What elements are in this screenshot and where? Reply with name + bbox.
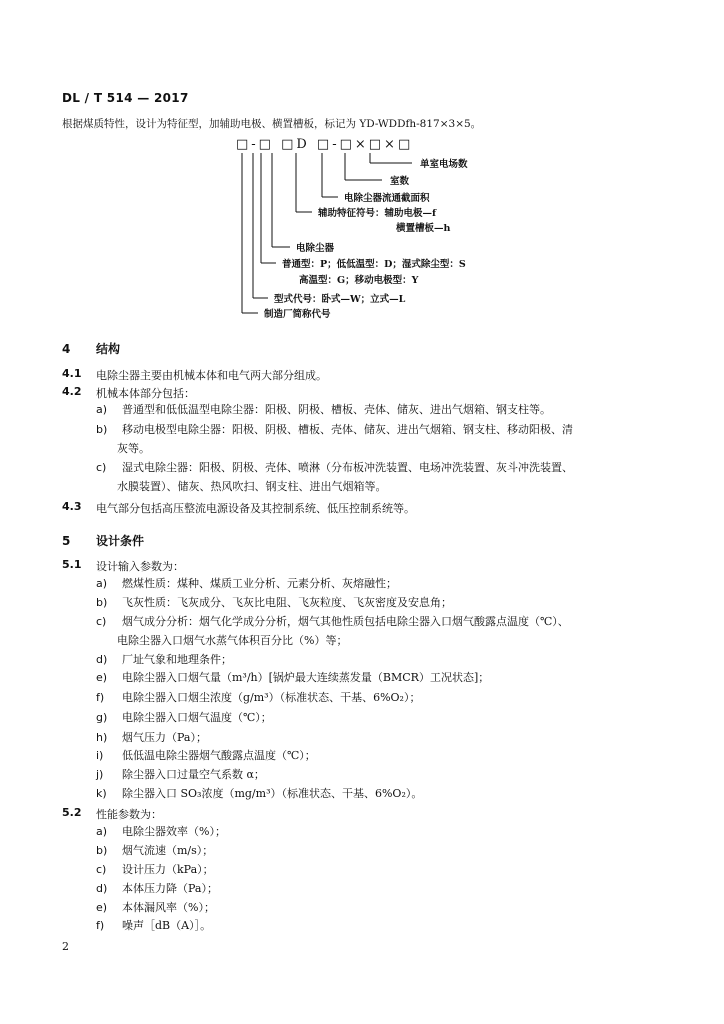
list-item: e) 本体漏风率（%）；	[96, 901, 215, 914]
clause-4-3-text: 电气部分包括高压整流电源设备及其控制系统、低压控制系统等。	[96, 502, 415, 515]
label-type-code-1: 普通型：P；低低温型：D；湿式除尘型：S	[282, 259, 466, 270]
list-item: c) 烟气成分分析：烟气化学成分分析，烟气其他性质包括电除尘器入口烟气酸露点温度（℃）、	[96, 615, 569, 628]
list-item: b) 飞灰性质：飞灰成分、飞灰比电阻、飞灰粒度、飞灰密度及安息角；	[96, 596, 452, 609]
list-item: e) 电除尘器入口烟气量（m³/h）[锅炉最大连续蒸发量（BMCR）工况状态]；	[96, 671, 490, 684]
clause-5-2-number: 5.2	[62, 806, 82, 819]
label-flow-area: 电除尘器流通截面积	[344, 193, 430, 204]
clause-4-2-text: 机械本体部分包括：	[96, 387, 195, 400]
list-item: g) 电除尘器入口烟气温度（℃）；	[96, 711, 272, 724]
label-aux-symbol-2: 横置槽板—h	[396, 223, 451, 234]
label-form-code: 型式代号：卧式—W；立式—L	[274, 294, 406, 305]
list-item: f) 电除尘器入口烟尘浓度（g/m³）（标准状态、干基、6%O₂）；	[96, 691, 421, 704]
section-4-heading: 4 结构	[62, 342, 121, 356]
list-item: k) 除尘器入口 SO₃浓度（mg/m³）（标准状态、干基、6%O₂）。	[96, 787, 423, 800]
list-item: d) 本体压力降（Pa）；	[96, 882, 218, 895]
label-aux-symbol: 辅助特征符号：辅助电极—f	[318, 208, 437, 219]
label-chamber-count: 室数	[390, 176, 410, 187]
clause-4-3-number: 4.3	[62, 500, 82, 513]
list-item-continuation: 灰等。	[117, 442, 150, 455]
clause-4-1-number: 4.1	[62, 367, 82, 380]
section-5-heading: 5 设计条件	[62, 534, 145, 548]
intro-paragraph: 根据煤质特性，设计为特征型，加辅助电极、横置槽板，标记为 YD-WDDfh-817×3×5。	[62, 118, 482, 130]
list-item: f) 噪声［dB（A）］。	[96, 919, 212, 932]
standard-header: DL / T 514 — 2017	[62, 91, 189, 105]
model-code-pattern: □-□ □D □-□×□×□	[236, 137, 414, 152]
label-chamber-field-count: 单室电场数	[420, 159, 468, 170]
list-item: b) 烟气流速（m/s）；	[96, 844, 214, 857]
clause-5-1-text: 设计输入参数为：	[96, 560, 184, 573]
clause-4-2-number: 4.2	[62, 385, 82, 398]
list-item: i) 低低温电除尘器烟气酸露点温度（℃）；	[96, 749, 316, 762]
clause-5-1-number: 5.1	[62, 558, 82, 571]
list-item-continuation: 水膜装置）、储灰、热风吹扫、钢支柱、进出气烟箱等。	[117, 480, 387, 493]
list-item: c) 设计压力（kPa）；	[96, 863, 214, 876]
list-item-continuation: 电除尘器入口烟气水蒸气体积百分比（%）等；	[117, 634, 348, 647]
label-precipitator: 电除尘器	[296, 243, 335, 254]
list-item: a) 电除尘器效率（%）；	[96, 825, 226, 838]
label-manufacturer-code: 制造厂简称代号	[264, 309, 331, 320]
list-item: c) 湿式电除尘器：阳极、阴极、壳体、喷淋（分布板冲洗装置、电场冲洗装置、灰斗冲洗装置、	[96, 461, 573, 474]
list-item: h) 烟气压力（Pa）；	[96, 731, 207, 744]
list-item: b) 移动电极型电除尘器：阳极、阴极、槽板、壳体、储灰、进出气烟箱、钢支柱、移动阳极、清	[96, 423, 573, 436]
clause-4-1-text: 电除尘器主要由机械本体和电气两大部分组成。	[96, 369, 327, 382]
page-number: 2	[62, 940, 69, 953]
clause-5-2-text: 性能参数为：	[96, 808, 162, 821]
list-item: a) 燃煤性质：煤种、煤质工业分析、元素分析、灰熔融性；	[96, 577, 397, 590]
label-type-code-2: 高温型：G；移动电极型：Y	[299, 275, 419, 286]
list-item: a) 普通型和低低温型电除尘器：阳极、阴极、槽板、壳体、储灰、进出气烟箱、钢支柱等。	[96, 403, 551, 416]
list-item: j) 除尘器入口过量空气系数 α；	[96, 768, 265, 781]
list-item: d) 厂址气象和地理条件；	[96, 653, 232, 666]
